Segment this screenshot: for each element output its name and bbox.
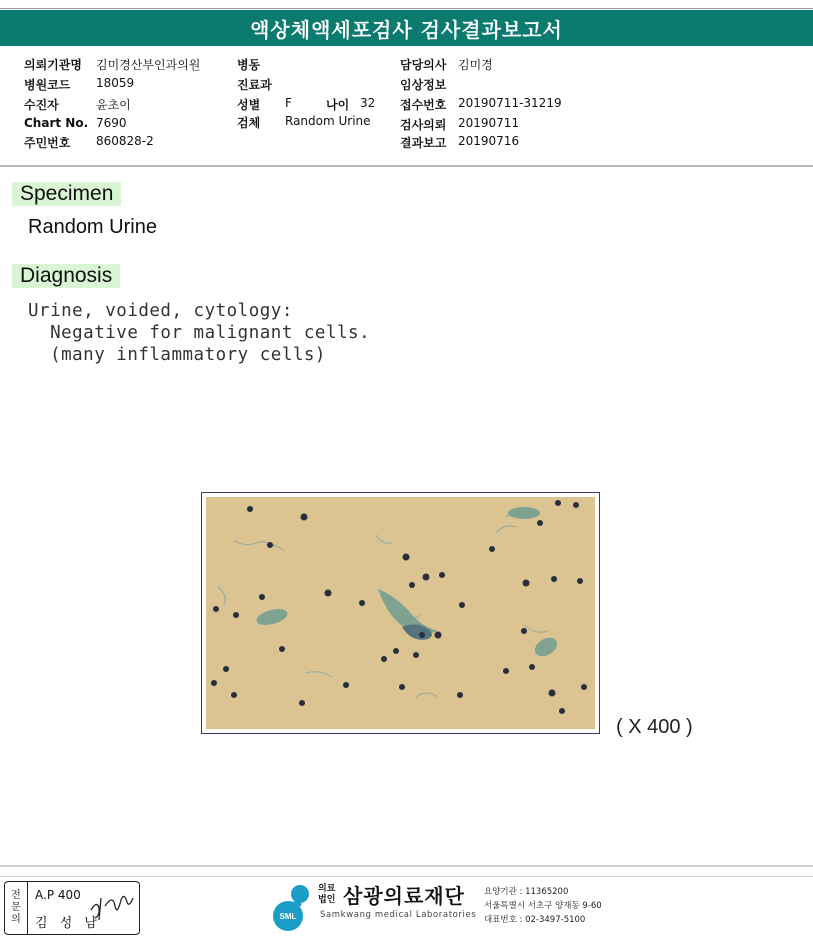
pathologist-name: 김 성 남 xyxy=(35,916,101,931)
footer-divider-thin xyxy=(0,876,813,877)
value-hospital-code: 18059 xyxy=(96,76,135,90)
value-test-request-date: 20190711 xyxy=(458,116,520,130)
org-contact-info xyxy=(484,885,602,927)
value-specimen: Random Urine xyxy=(285,114,371,128)
specimen-value: Random Urine xyxy=(28,216,157,238)
label-accession-number: 접수번호 xyxy=(400,98,447,112)
label-hospital-code: 병원코드 xyxy=(24,78,71,92)
org-address: 서울특별시 서초구 양재동 9-60 xyxy=(484,901,602,911)
org-code-line: 요양기관 : 11365200 xyxy=(484,887,569,897)
top-rule xyxy=(0,8,813,9)
pathologist-id: A.P 400 xyxy=(35,888,81,902)
diagnosis-line-1: Urine, voided, cytology: xyxy=(28,301,293,321)
microscopy-image xyxy=(201,492,600,734)
org-name: 삼광의료재단 xyxy=(343,884,465,908)
signature-role-char-1: 전 xyxy=(11,890,21,901)
label-clinical-info: 임상정보 xyxy=(400,78,447,92)
label-department: 진료과 xyxy=(237,78,272,92)
diagnosis-line-3: (many inflammatory cells) xyxy=(28,345,326,365)
signature-role-char-2: 문 xyxy=(11,902,21,913)
sml-logo-icon xyxy=(270,882,316,932)
diagnosis-heading: Diagnosis xyxy=(12,264,120,288)
patient-info-block xyxy=(0,50,813,162)
value-attending-doctor: 김미경 xyxy=(458,58,493,72)
org-phone: 대표번호 : 02-3497-5100 xyxy=(484,915,586,925)
specimen-heading: Specimen xyxy=(12,182,121,206)
diagnosis-line-2: Negative for malignant cells. xyxy=(28,323,371,343)
footer-divider xyxy=(0,865,813,867)
diagnosis-text xyxy=(28,300,370,366)
value-requesting-institution: 김미경산부인과의원 xyxy=(96,58,201,72)
label-requesting-institution: 의뢰기관명 xyxy=(24,58,82,72)
label-chart-no: Chart No. xyxy=(24,116,89,130)
value-sex: F xyxy=(285,96,292,110)
signature-role-char-3: 의 xyxy=(11,914,21,925)
sml-logo-text: SML xyxy=(279,912,297,921)
label-sex: 성별 xyxy=(237,98,261,112)
label-specimen: 검체 xyxy=(237,116,261,130)
org-prefix: 의료법인 xyxy=(318,884,336,905)
label-result-report-date: 결과보고 xyxy=(400,136,447,150)
cytology-slide-image xyxy=(206,497,595,729)
value-result-report-date: 20190716 xyxy=(458,134,520,148)
org-english-name: Samkwang medical Laboratories xyxy=(320,910,477,920)
value-resident-number: 860828-2 xyxy=(96,134,154,148)
label-patient: 수진자 xyxy=(24,98,59,112)
value-patient: 윤초이 xyxy=(96,98,131,112)
value-chart-no: 7690 xyxy=(96,116,127,130)
signature-box xyxy=(4,881,140,935)
label-age: 나이 xyxy=(326,98,350,112)
signature-role xyxy=(5,882,28,934)
value-age: 32 xyxy=(360,96,376,110)
label-ward: 병동 xyxy=(237,58,261,72)
handwritten-signature-icon xyxy=(89,892,137,922)
label-test-request-date: 검사의뢰 xyxy=(400,118,447,132)
report-title: 액상체액세포검사 검사결과보고서 xyxy=(0,10,813,46)
label-attending-doctor: 담당의사 xyxy=(400,58,447,72)
label-resident-number: 주민번호 xyxy=(24,136,71,150)
section-divider xyxy=(0,165,813,167)
value-accession-number: 20190711-31219 xyxy=(458,96,562,110)
magnification-label: ( X 400 ) xyxy=(616,716,693,738)
